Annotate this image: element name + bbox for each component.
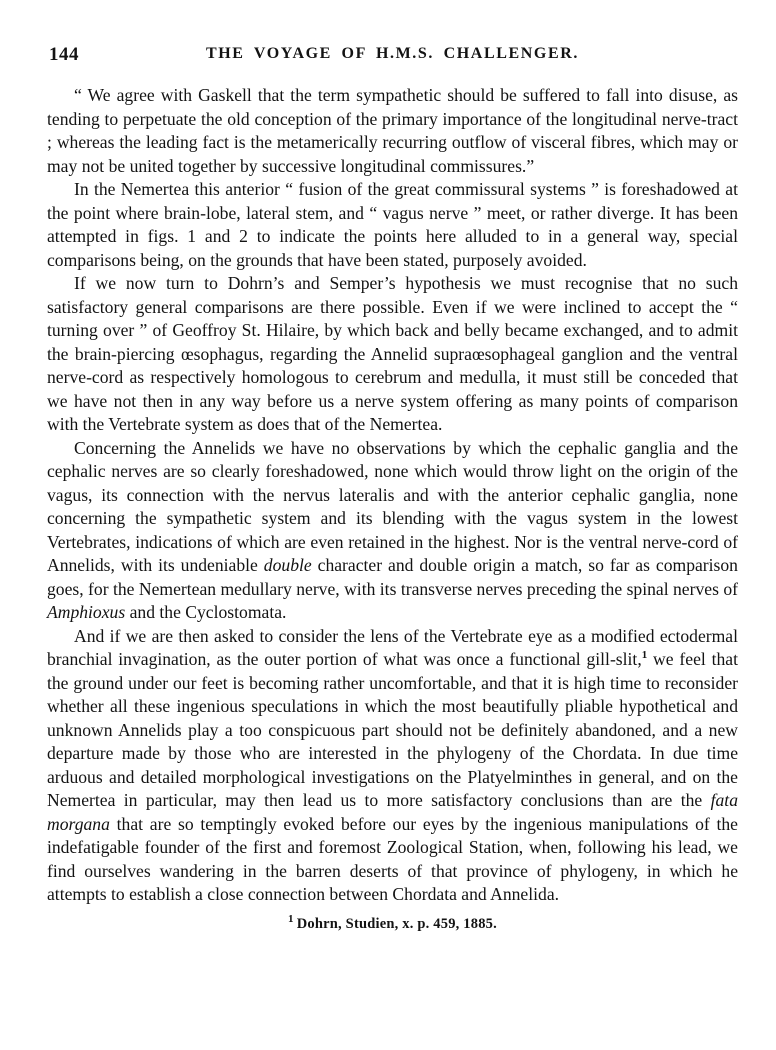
text-run: And if we are then asked to consider the lens of the Vertebrate eye as a modified ectodermal branchial invagination, as the outer portion of what was once a functional gill-slit,: [47, 625, 738, 669]
text-run: Concerning the Annelids we have no observations by which the cephalic ganglia and the cephalic nerves are so clearly foreshadowed, none which would throw light on the origin of the vagus, its connection with the nervus lateralis and with the anterior cephalic ganglia, none concerning the sympathetic system and its blending with the vagus system in the lowest Vertebrates, indications of which are even retained in the highest. Nor is the ventral nerve-cord of Annelids, with its undeniable: [47, 437, 738, 575]
footnote-marker: 1: [288, 912, 294, 925]
page-number: 144: [49, 44, 79, 65]
text-run: and the Cyclostomata.: [125, 602, 287, 622]
text-run: double: [263, 555, 312, 575]
text-run: fata morgana: [47, 790, 738, 834]
running-title: THE VOYAGE OF H.M.S. CHALLENGER.: [205, 45, 579, 62]
text-run: Amphioxus: [47, 602, 126, 622]
footnote: [47, 912, 738, 933]
footnote-reference: 1: [641, 649, 648, 662]
footnote-text: Dohrn, Studien, x. p. 459, 1885.: [296, 915, 497, 932]
text-run: “ We agree with Gaskell that the term sympathetic should be suffered to fall into disuse, as tending to perpetuate the old conception of the primary importance of the longitudinal nerve-tract ; whereas the leading fact is the metamerically recurring outflow of visceral fibres, which may or may not be united together by successive longitudinal commissures.”: [47, 85, 738, 176]
paragraph: [47, 625, 738, 907]
paragraph: [47, 84, 738, 178]
paragraph: [47, 272, 738, 437]
body-text: [47, 84, 738, 907]
text-run: character and double origin a match, so far as comparison goes, for the Nemertean medullary nerve, with its transverse nerves preceding the spinal nerves of: [47, 555, 738, 599]
text-run: we feel that the ground under our feet is becoming rather uncomfortable, and that it is high time to reconsider whether all these ingenious speculations in which the most beautifully pliable hypothetical and unknown Annelids play a too conspicuous part should not be definitely abandoned, and a new departure made by those who are interested in the phylogeny of the Chordata. In due time arduous and detailed morphological investigations on the Platyelminthes in general, and on the Nemertea in particular, may then lead us to more satisfactory conclusions than are the: [47, 649, 738, 810]
paragraph: [47, 437, 738, 625]
text-run: If we now turn to Dohrn’s and Semper’s hypothesis we must recognise that no such satisfactory general comparisons are there possible. Even if we were inclined to accept the “ turning over ” of Geoffroy St. Hilaire, by which back and belly became exchanged, and to admit the brain-piercing œsophagus, regarding the Annelid supraœsophageal ganglion and the ventral nerve-cord as respectively homologous to cerebrum and medulla, it must still be conceded that we have not then in any way before us a nerve system offering as many points of comparison with the Vertebrate system as does that of the Nemertea.: [47, 273, 738, 434]
text-run: that are so temptingly evoked before our eyes by the ingenious manipulations of the indefatigable founder of the first and foremost Zoological Station, when, following his lead, we find ourselves wandering in the barren deserts of that province of phylogeny, in which he attempts to establish a close connection between Chordata and Annelida.: [47, 813, 738, 904]
paragraph: [47, 178, 738, 272]
page-header: [47, 44, 738, 66]
text-run: In the Nemertea this anterior “ fusion of the great commissural systems ” is foreshadowed at the point where brain-lobe, lateral stem, and “ vagus nerve ” meet, or rather diverge. It has been attempted in figs. 1 and 2 to indicate the points here alluded to in a general way, special comparisons being, on the grounds that have been stated, purposely avoided.: [47, 179, 738, 270]
